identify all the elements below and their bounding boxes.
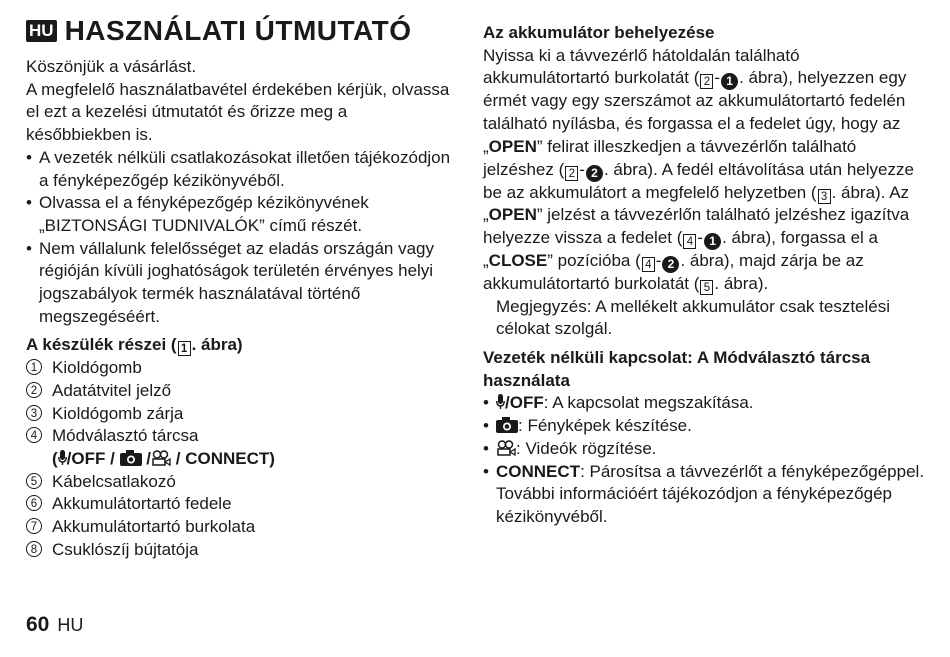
left-column bbox=[26, 56, 451, 561]
wireless-heading: Vezeték nélküli kapcsolat: A Módválasztó tárcsa használata bbox=[483, 348, 871, 390]
list-item: • A vezeték nélküli csatlakozásokat illetően tájékozódjon a fényképezőgép kézikönyvéből. bbox=[26, 147, 451, 192]
figure-ref: 1 bbox=[178, 341, 191, 356]
video-icon bbox=[496, 440, 516, 456]
part-item: 1 Kioldógomb bbox=[26, 357, 451, 380]
part-number: 3 bbox=[26, 405, 42, 421]
mic-off-icon bbox=[496, 394, 505, 410]
page-footer bbox=[26, 614, 83, 637]
camera-icon bbox=[496, 417, 518, 433]
list-item: • CONNECT: Párosítsa a távvezérlőt a fényképezőgéppel. További információért tájékozódjon a fényképezőgép kézikönyvéből. bbox=[483, 461, 928, 529]
figure-ref: 5 bbox=[700, 280, 713, 295]
intro-text: A megfelelő használatbavétel érdekében kérjük, olvassa el ezt a kezelési útmutatót és őrizze meg a későbbiekben is. bbox=[26, 79, 450, 145]
part-number: 5 bbox=[26, 473, 42, 489]
figure-ref: 2 bbox=[565, 166, 578, 181]
figure-ref: 4 bbox=[642, 257, 655, 272]
part-item: 8 Csuklószíj bújtatója bbox=[26, 539, 451, 562]
dial-positions: ( /OFF / / / CONNECT) bbox=[52, 448, 275, 468]
step-marker: 1 bbox=[721, 73, 738, 90]
part-number: 7 bbox=[26, 518, 42, 534]
part-number: 6 bbox=[26, 495, 42, 511]
parts-list bbox=[26, 357, 451, 561]
language-badge: HU bbox=[26, 20, 57, 42]
figure-ref: 4 bbox=[683, 234, 696, 249]
video-icon bbox=[151, 450, 171, 466]
page-number: 60 bbox=[26, 613, 50, 636]
title-row bbox=[26, 15, 412, 46]
thanks-text: Köszönjük a vásárlást. bbox=[26, 57, 197, 76]
battery-heading: Az akkumulátor behelyezése bbox=[483, 23, 715, 42]
part-item: 6 Akkumulátortartó fedele bbox=[26, 493, 451, 516]
step-marker: 2 bbox=[662, 256, 679, 273]
part-number: 1 bbox=[26, 359, 42, 375]
figure-ref: 2 bbox=[700, 74, 713, 89]
list-item: • Olvassa el a fényképezőgép kézikönyvének „BIZTONSÁGI TUDNIVALÓK” című részét. bbox=[26, 192, 451, 237]
part-number: 4 bbox=[26, 427, 42, 443]
part-item: 3 Kioldógomb zárja bbox=[26, 403, 451, 426]
right-column bbox=[483, 22, 928, 529]
note-text: Megjegyzés: A mellékelt akkumulátor csak tesztelési célokat szolgál. bbox=[496, 296, 891, 339]
list-item: • Nem vállalunk felelősséget az eladás országán vagy régióján kívüli joghatóságok területén érvényes helyi jogszabályok termék használatával történő megszegéséért. bbox=[26, 238, 451, 329]
notice-list bbox=[26, 147, 451, 329]
part-item: 7 Akkumulátortartó burkolata bbox=[26, 516, 451, 539]
part-item: 4 Módválasztó tárcsa ( /OFF / / / CONNECT) bbox=[26, 425, 451, 470]
parts-heading: A készülék részei ( 1 . ábra) bbox=[26, 335, 243, 356]
battery-instructions: Nyissa ki a távvezérlő hátoldalán található akkumulátortartó burkolatát ( 2 - 1 . ábra), helyezzen egy érmét vagy egy szerszámot az akkumulátortartó fedelén található nyílásba, és forgassa el a fedelet úgy, hogy az „OPEN” felirat illeszkedjen a távvezérlőn található jelzéshez ( 2 - 2 . ábra). A fedél eltávolítása után helyezze be az akkumulátort a megfelelő helyzetben ( 3 . ábra). Az „OPEN” jelzést a távvezérlőn található jelzéshez igazítva helyezze vissza a fedelet ( 4 - 1 . ábra), forgassa el a „CLOSE” pozícióba ( 4 - 2 . ábra), majd zárja be az akkumulátortartó burkolatát ( 5 . ábra). bbox=[483, 45, 914, 294]
part-item: 2 Adatátvitel jelző bbox=[26, 380, 451, 403]
camera-icon bbox=[120, 450, 142, 466]
list-item: • /OFF: A kapcsolat megszakítása. bbox=[483, 392, 928, 415]
part-number: 2 bbox=[26, 382, 42, 398]
part-number: 8 bbox=[26, 541, 42, 557]
list-item: • : Fényképek készítése. bbox=[483, 415, 928, 438]
list-item: • : Videók rögzítése. bbox=[483, 438, 928, 461]
step-marker: 2 bbox=[586, 165, 603, 182]
footer-language: HU bbox=[57, 615, 84, 635]
part-item: 5 Kábelcsatlakozó bbox=[26, 471, 451, 494]
page-title: HASZNÁLATI ÚTMUTATÓ bbox=[64, 15, 412, 46]
step-marker: 1 bbox=[704, 233, 721, 250]
mode-list bbox=[483, 392, 928, 528]
mic-off-icon bbox=[58, 450, 67, 466]
figure-ref: 3 bbox=[818, 189, 831, 204]
